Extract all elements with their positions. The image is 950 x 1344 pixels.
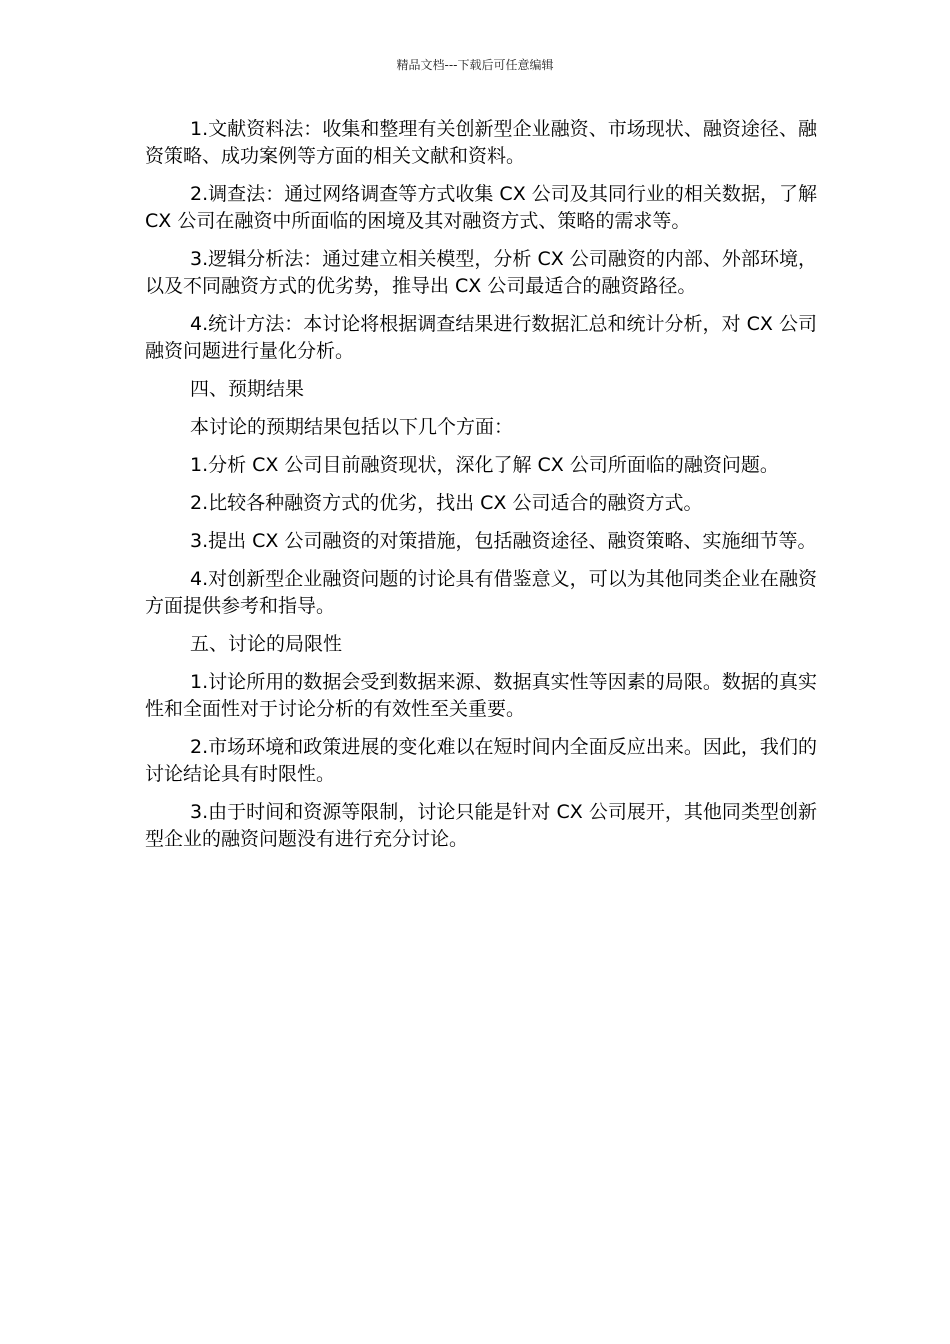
page-header: 精品文档---下载后可任意编辑 [396, 58, 554, 72]
paragraph-expected-4: 4.对创新型企业融资问题的讨论具有借鉴意义，可以为其他同类企业在融资方面提供参考和指导。 [145, 568, 817, 617]
paragraph-limitation-3: 3.由于时间和资源等限制，讨论只能是针对 CX 公司展开，其他同类型创新型企业的融资问题没有进行充分讨论。 [145, 801, 817, 850]
section-heading-expected-results: 四、预期结果 [190, 378, 305, 400]
document-body [145, 116, 817, 864]
paragraph-limitation-2: 2.市场环境和政策进展的变化难以在短时间内全面反应出来。因此，我们的讨论结论具有时限性。 [145, 736, 817, 785]
paragraph-expected-intro: 本讨论的预期结果包括以下几个方面： [190, 416, 514, 438]
paragraph-method-statistics: 4.统计方法：本讨论将根据调查结果进行数据汇总和统计分析，对 CX 公司融资问题进行量化分析。 [145, 313, 817, 362]
section-heading-limitations: 五、讨论的局限性 [190, 633, 343, 655]
paragraph-method-survey: 2.调查法：通过网络调查等方式收集 CX 公司及其同行业的相关数据，了解 CX 公司在融资中所面临的困境及其对融资方式、策略的需求等。 [145, 183, 817, 232]
paragraph-method-logic: 3.逻辑分析法：通过建立相关模型，分析 CX 公司融资的内部、外部环境，以及不同融资方式的优劣势，推导出 CX 公司最适合的融资路径。 [145, 248, 817, 297]
paragraph-expected-3: 3.提出 CX 公司融资的对策措施，包括融资途径、融资策略、实施细节等。 [190, 530, 817, 552]
paragraph-expected-1: 1.分析 CX 公司目前融资现状，深化了解 CX 公司所面临的融资问题。 [190, 454, 779, 476]
paragraph-expected-2: 2.比较各种融资方式的优劣，找出 CX 公司适合的融资方式。 [190, 492, 703, 514]
paragraph-method-literature: 1.文献资料法：收集和整理有关创新型企业融资、市场现状、融资途径、融资策略、成功案例等方面的相关文献和资料。 [145, 118, 817, 167]
paragraph-limitation-1: 1.讨论所用的数据会受到数据来源、数据真实性等因素的局限。数据的真实性和全面性对于讨论分析的有效性至关重要。 [145, 671, 817, 720]
